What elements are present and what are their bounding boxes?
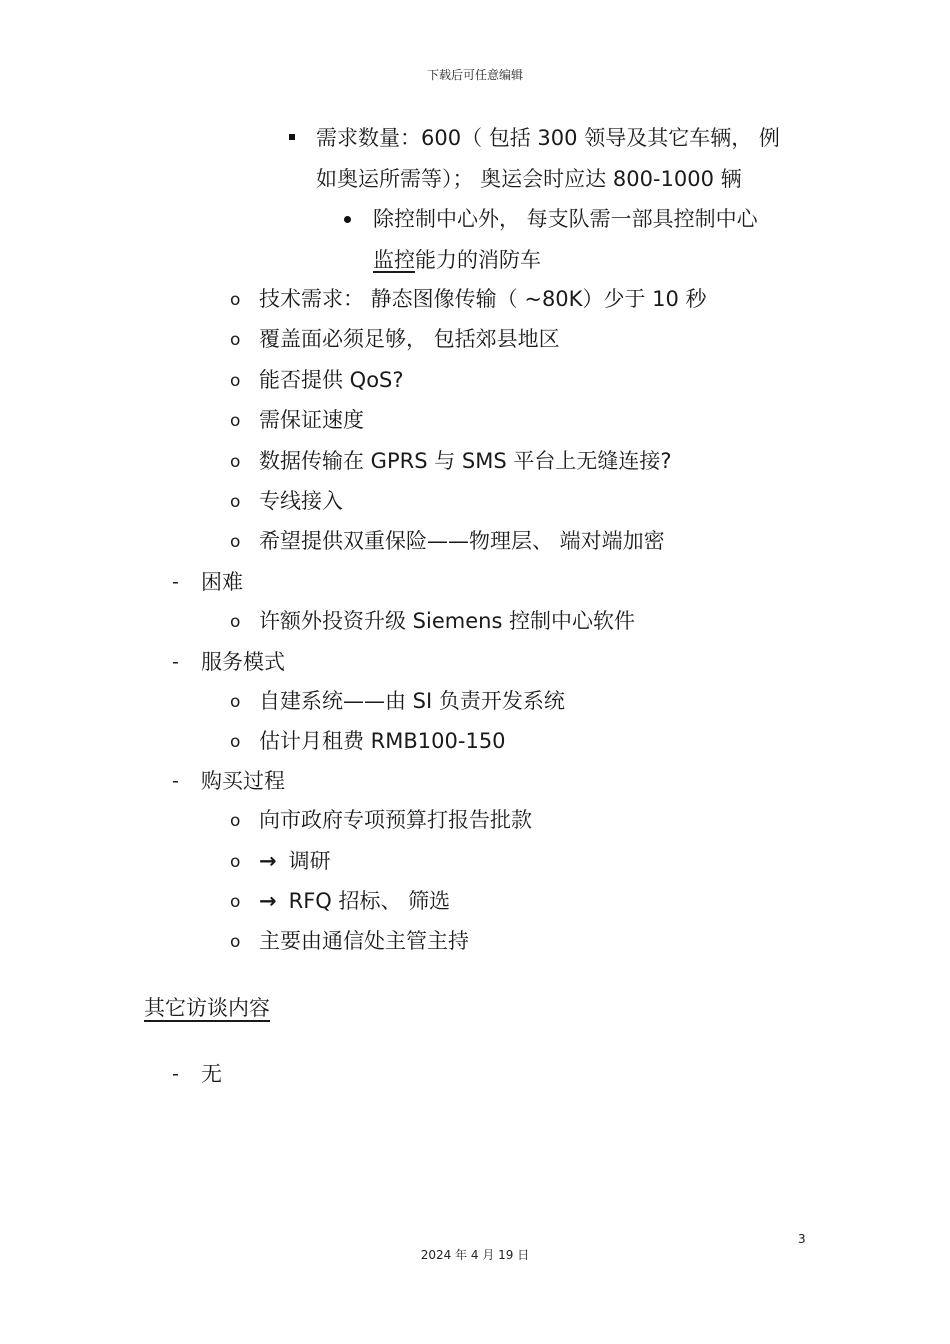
tech-item: 能否提供 QoS? (259, 368, 404, 392)
circle-bullet-icon: o (230, 852, 241, 872)
purchase-title: 购买过程 (201, 769, 285, 793)
circle-bullet-icon: o (230, 811, 241, 831)
purchase-item (259, 846, 331, 876)
section-heading: 其它访谈内容 (144, 996, 270, 1020)
circle-bullet-icon: o (230, 452, 241, 472)
demand-count-line-2: 如奥运所需等）； 奥运会时应达 800-1000 辆 (316, 167, 742, 191)
dash-bullet-icon: - (172, 770, 179, 792)
purchase-item: 主要由通信处主管主持 (259, 929, 469, 953)
dot-bullet-icon (344, 216, 351, 223)
square-bullet-icon (289, 134, 295, 140)
tech-item: 希望提供双重保险——物理层、 端对端加密 (259, 529, 665, 553)
circle-bullet-icon: o (230, 371, 241, 391)
difficulty-title: 困难 (201, 570, 243, 594)
page-header: 下载后可任意编辑 (426, 68, 523, 82)
fire-truck-line-2-rest: 能力的消防车 (415, 248, 541, 272)
page-number: 3 (798, 1232, 806, 1246)
circle-bullet-icon: o (230, 532, 241, 552)
circle-bullet-icon: o (230, 330, 241, 350)
dash-bullet-icon: - (172, 1063, 179, 1085)
dash-bullet-icon: - (172, 651, 179, 673)
difficulty-item: 许额外投资升级 Siemens 控制中心软件 (259, 609, 636, 633)
circle-bullet-icon: o (230, 732, 241, 752)
other-item: 无 (201, 1062, 222, 1086)
fire-truck-line-1: 除控制中心外， 每支队需一部具控制中心 (373, 207, 758, 231)
circle-bullet-icon: o (230, 411, 241, 431)
page-footer-date: 2024 年 4 月 19 日 (420, 1248, 530, 1262)
demand-count-line-1: 需求数量：600（ 包括 300 领导及其它车辆， 例 (316, 126, 780, 150)
purchase-item-text: 调研 (288, 849, 331, 873)
purchase-item (259, 886, 450, 916)
purchase-item: 向市政府专项预算打报告批款 (259, 808, 532, 832)
arrow-right-icon: → (259, 889, 277, 913)
circle-bullet-icon: o (230, 492, 241, 512)
circle-bullet-icon: o (230, 692, 241, 712)
fire-truck-line-2 (373, 245, 541, 275)
tech-item: 数据传输在 GPRS 与 SMS 平台上无缝连接? (259, 449, 672, 473)
dash-bullet-icon: - (172, 571, 179, 593)
arrow-right-icon: → (259, 849, 277, 873)
tech-item: 专线接入 (259, 489, 343, 513)
tech-item: 技术需求： 静态图像传输（ ~80K）少于 10 秒 (259, 287, 707, 311)
monitoring-underlined-text: 监控 (373, 248, 415, 272)
circle-bullet-icon: o (230, 892, 241, 912)
purchase-item-text: RFQ 招标、 筛选 (288, 889, 451, 913)
circle-bullet-icon: o (230, 612, 241, 632)
tech-item: 覆盖面必须足够， 包括郊县地区 (259, 327, 560, 351)
circle-bullet-icon: o (230, 290, 241, 310)
service-mode-item: 自建系统——由 SI 负责开发系统 (259, 689, 565, 713)
service-mode-title: 服务模式 (201, 650, 285, 674)
service-mode-item: 估计月租费 RMB100-150 (259, 729, 506, 753)
circle-bullet-icon: o (230, 932, 241, 952)
tech-item: 需保证速度 (259, 408, 364, 432)
